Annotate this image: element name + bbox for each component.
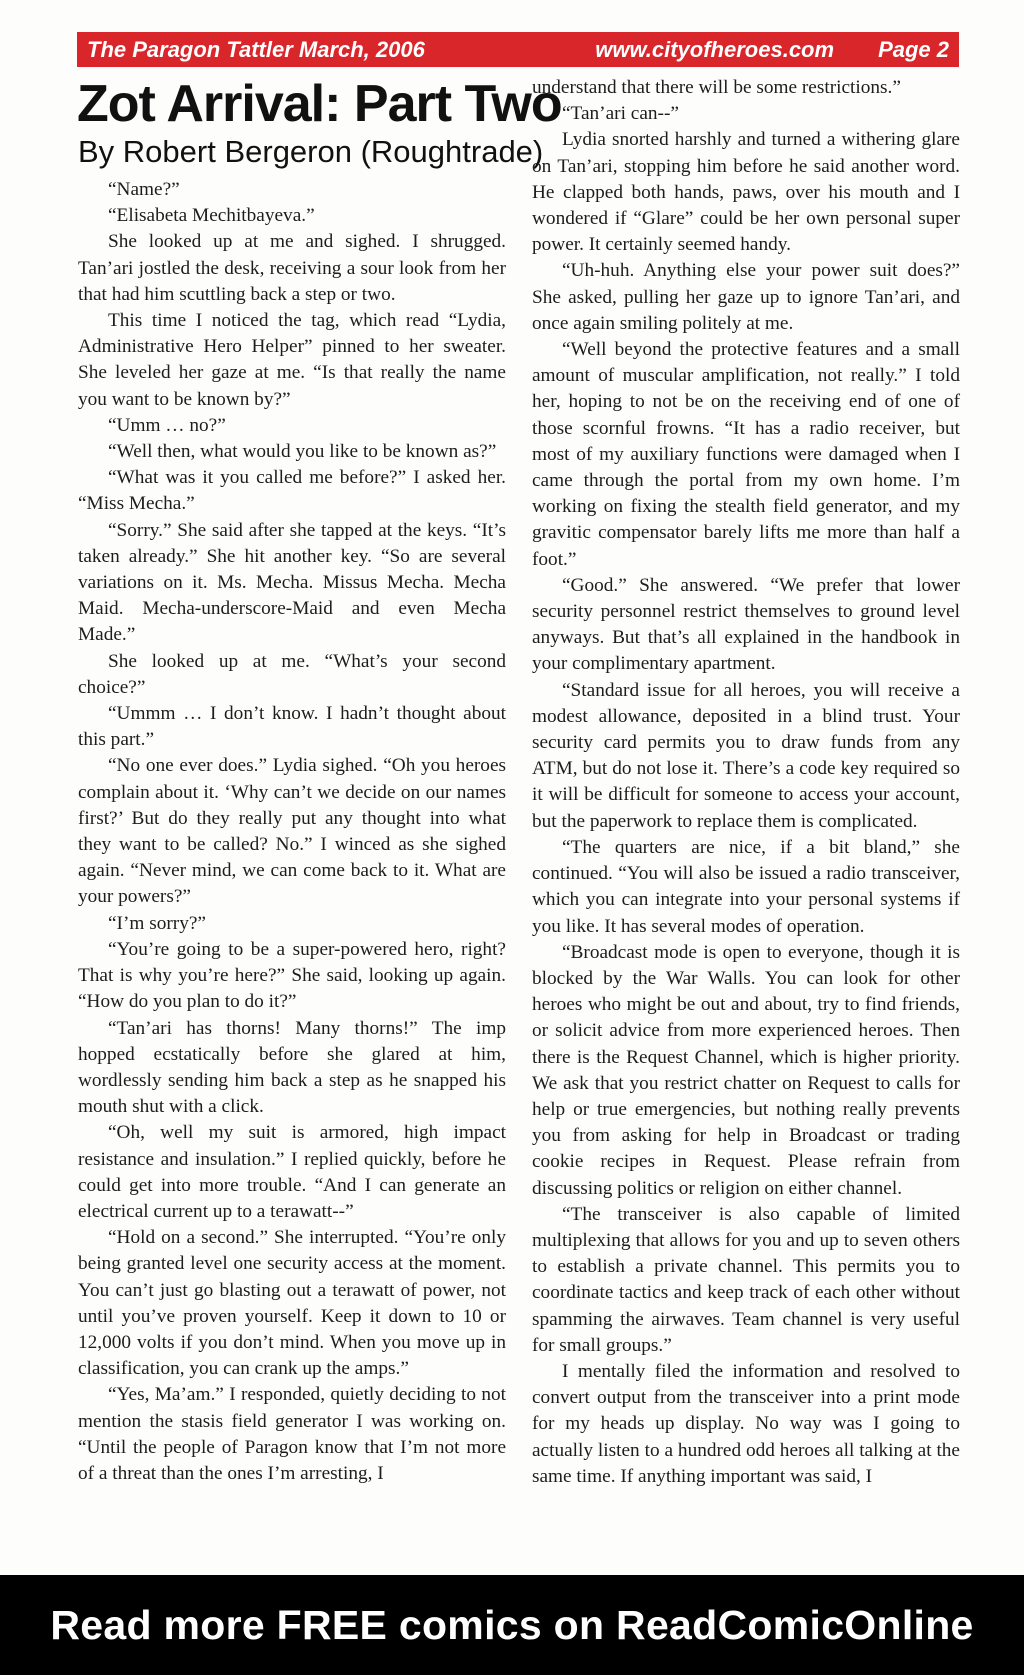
paragraph: Lydia snorted harshly and turned a withering glare on Tan’ari, stopping him before he said another word. He clapped both hands, paws, over his mouth and I wondered if “Glare” could be her own personal super power. It certainly seemed handy. (532, 129, 960, 256)
footer-text[interactable]: Read more FREE comics on ReadComicOnline (50, 1601, 974, 1648)
paragraph: “Name?” (108, 179, 180, 200)
paragraph: “What was it you called me before?” I asked her. “Miss Mecha.” (78, 467, 506, 515)
paragraph: “I’m sorry?” (108, 912, 206, 934)
paragraph: “Well then, what would you like to be known as?” (108, 441, 497, 463)
page-number: Page 2 (878, 36, 949, 62)
paragraph: “Uh-huh. Anything else your power suit does?” She asked, pulling her gaze up to ignore Tan’ari, and once again smiling politely at me. (532, 260, 960, 334)
paragraph: “The transceiver is also capable of limited multiplexing that allows for you and up to seven others to establish a private channel. This permits you to coordinate tactics and keep track of each other without spamming the airwaves. Team channel is very useful for small groups.” (532, 1203, 960, 1356)
paragraph: “Elisabeta Mechitbayeva.” (108, 205, 315, 227)
article-title: Zot Arrival: Part Two (77, 75, 562, 133)
right-column (532, 75, 960, 1490)
paragraph: I mentally filed the information and resolved to convert output from the transceiver into a print mode for my heads up display. No way was I going to actually listen to a hundred odd heroes all talking at the same time. If anything important was said, I (532, 1360, 960, 1487)
paragraph: This time I noticed the tag, which read “Lydia, Administrative Hero Helper” pinned to her sweater. She leveled her gaze at me. “Is that really the name you want to be known by?” (78, 310, 506, 410)
paragraph: “Tan’ari has thorns! Many thorns!” The imp hopped ecstatically before she glared at him, wordlessly sending him back a step as he snapped his mouth shut with a click. (78, 1017, 506, 1118)
footer-banner[interactable] (0, 1575, 1024, 1675)
paragraph-continuation: understand that there will be some restrictions.” (532, 77, 901, 98)
paragraph: “Tan’ari can--” (562, 103, 679, 125)
paragraph: “Standard issue for all heroes, you will receive a modest allowance, deposited in a blind trust. Your security card permits you to draw funds from any ATM, but do not lose it. There’s a code key required so it will be difficult for someone to access your account, but the paperwork to replace them is complicated. (532, 679, 960, 832)
publication-title: The Paragon Tattler March, 2006 (87, 36, 425, 62)
paragraph: “Well beyond the protective features and a small amount of muscular amplification, not really.” I told her, hoping to not be on the receiving end of one of those scornful frowns. “It has a radio receiver, but most of my auxiliary functions were damaged when I came through the portal from my own home. I’m working on fixing the stealth field generator, and my gravitic compensator barely lifts me more than half a foot.” (532, 339, 960, 570)
paragraph: “The quarters are nice, if a bit bland,” she continued. “You will also be issued a radio transceiver, which you can integrate into your personal systems if you like. It has several modes of operation. (532, 836, 960, 937)
paragraph: “Good.” She answered. “We prefer that lower security personnel restrict themselves to ground level anyways. But that’s all explained in the handbook in your complimentary apartment. (532, 574, 960, 675)
paragraph: She looked up at me. “What’s your second choice?” (78, 650, 506, 698)
paragraph: “No one ever does.” Lydia sighed. “Oh you heroes complain about it. ‘Why can’t we decide on our names first?’ But do they really put any thought into what they want to be called? No.” I winced as she sighed again. “Never mind, we can come back to it. What are your powers?” (78, 755, 506, 908)
paragraph: “Ummm … I don’t know. I hadn’t thought about this part.” (78, 703, 506, 751)
article-byline: By Robert Bergeron (Roughtrade) (78, 134, 544, 169)
left-column (78, 177, 506, 1487)
paragraph: “Sorry.” She said after she tapped at the keys. “It’s taken already.” She hit another key. “So are several variations on it. Ms. Mecha. Missus Mecha. Mecha Maid. Mecha-underscore-Maid and even Mecha Made.” (78, 519, 506, 646)
article-title-block (77, 75, 562, 170)
page-header-bar (77, 32, 959, 67)
paragraph: “Yes, Ma’am.” I responded, quietly deciding to not mention the stasis field generator I was working on. “Until the people of Paragon know that I’m not more of a threat than the ones I’m arresting, I (78, 1384, 506, 1484)
paragraph: “Oh, well my suit is armored, high impact resistance and insulation.” I replied quickly, before he could get into more trouble. “And I can generate an electrical current up to a terawatt--” (78, 1122, 506, 1222)
paragraph: “You’re going to be a super-powered hero, right? That is why you’re here?” She said, looking up again. “How do you plan to do it?” (78, 938, 506, 1013)
paragraph: “Umm … no?” (108, 414, 226, 436)
paragraph: “Broadcast mode is open to everyone, though it is blocked by the War Walls. You can look for other heroes who might be out and about, try to find friends, or solicit advice from more experienced heroes. Then there is the Request Channel, which is higher priority. We ask that you restrict chatter on Request to calls for help or true emergencies, but nothing really prevents you from asking for help in Broadcast or trading cookie recipes in Request. Please refrain from discussing politics or religion on either channel. (532, 941, 960, 1199)
website-link[interactable]: www.cityofheroes.com (595, 36, 835, 62)
paragraph: “Hold on a second.” She interrupted. “You’re only being granted level one security access at the moment. You can’t just go blasting out a terawatt of power, not until you’ve proven yourself. Keep it down to 10 or 12,000 volts if you don’t mind. When you move up in classification, you can crank up the amps.” (78, 1227, 506, 1380)
paragraph: She looked up at me and sighed. I shrugged. Tan’ari jostled the desk, receiving a sour look from her that had him scuttling back a step or two. (78, 231, 506, 305)
